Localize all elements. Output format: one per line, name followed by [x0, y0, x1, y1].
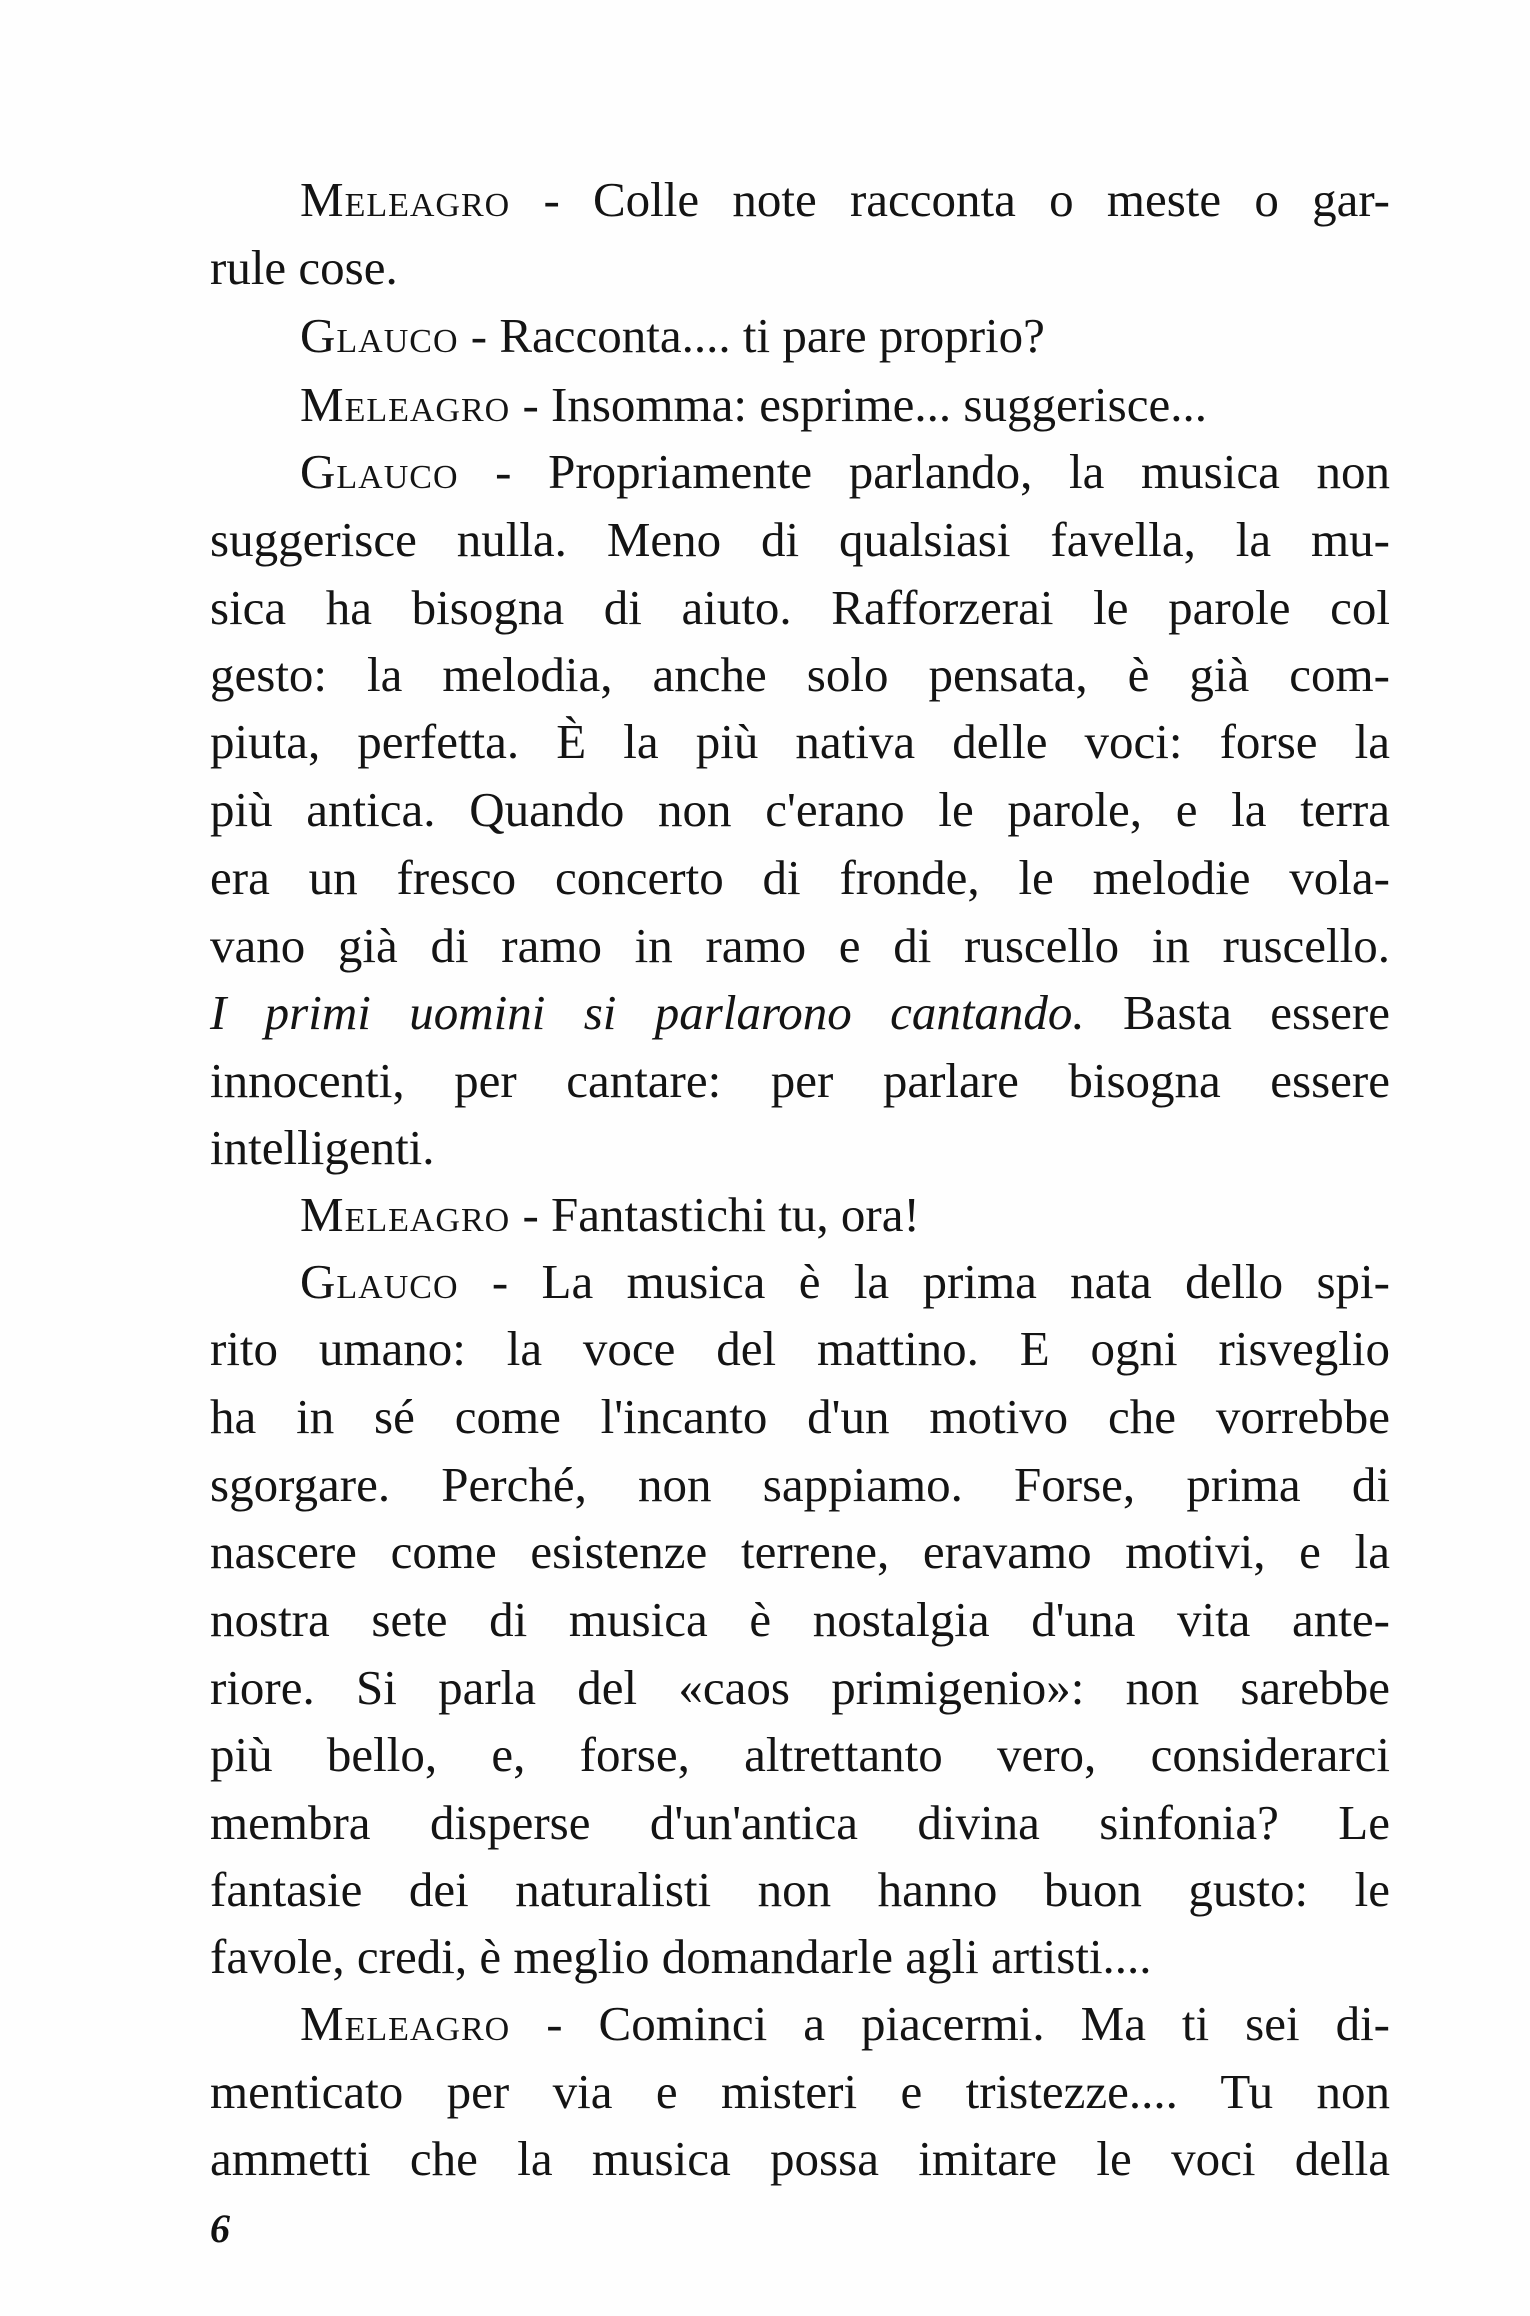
- line-text: era un fresco concerto di fronde, le melodie vola-: [210, 850, 1390, 905]
- text-line: [300, 301, 1390, 371]
- line-text: - Fantastichi tu, ora!: [510, 1187, 920, 1242]
- line-text: gesto: la melodia, anche solo pensata, è già com-: [210, 647, 1390, 702]
- line-text: nascere come esistenze terrene, eravamo motivi, e la: [210, 1524, 1390, 1579]
- speaker-name: Glauco: [300, 308, 459, 363]
- text-line: [300, 437, 1390, 507]
- text-line: [300, 1989, 1390, 2059]
- text-line: [300, 1247, 1390, 1317]
- text-line: [210, 911, 1390, 981]
- text-line: [210, 640, 1390, 710]
- line-text: - La musica è la prima nata dello spi-: [458, 1254, 1390, 1309]
- text-line: [210, 2057, 1390, 2127]
- text-line: [210, 978, 1390, 1048]
- line-text: più bello, e, forse, altrettanto vero, considerarci: [210, 1727, 1390, 1782]
- text-line: [210, 1922, 1390, 1992]
- line-text: vano già di ramo in ramo e di ruscello in ruscello.: [210, 918, 1390, 973]
- page-number: 6: [210, 2206, 230, 2251]
- line-text: suggerisce nulla. Meno di qualsiasi favella, la mu-: [210, 512, 1390, 567]
- text-line: [210, 1382, 1390, 1452]
- text-line: [210, 1788, 1390, 1858]
- line-text: rule cose.: [210, 240, 398, 295]
- line-text: Basta essere: [1084, 985, 1390, 1040]
- text-line: [300, 165, 1390, 235]
- text-line: [300, 370, 1390, 440]
- line-text: - Colle note racconta o meste o gar-: [510, 172, 1390, 227]
- line-text: - Insomma: esprime... suggerisce...: [510, 377, 1207, 432]
- line-text: fantasie dei naturalisti non hanno buon gusto: le: [210, 1862, 1390, 1917]
- line-text: sgorgare. Perché, non sappiamo. Forse, prima di: [210, 1457, 1390, 1512]
- line-text: ha in sé come l'incanto d'un motivo che vorrebbe: [210, 1389, 1390, 1444]
- text-line: [210, 1653, 1390, 1723]
- line-text: favole, credi, è meglio domandarle agli artisti....: [210, 1929, 1152, 1984]
- text-line: [210, 843, 1390, 913]
- line-text: membra disperse d'un'antica divina sinfonia? Le: [210, 1795, 1390, 1850]
- speaker-name: Meleagro: [300, 377, 511, 432]
- text-line: [210, 505, 1390, 575]
- text-line: [210, 2124, 1390, 2194]
- line-text: - Propriamente parlando, la musica non: [458, 444, 1390, 499]
- text-line: [210, 1314, 1390, 1384]
- speaker-name: Meleagro: [300, 1187, 511, 1242]
- speaker-name: Glauco: [300, 1254, 459, 1309]
- line-text: nostra sete di musica è nostalgia d'una vita ante-: [210, 1592, 1390, 1647]
- line-text: più antica. Quando non c'erano le parole, e la terra: [210, 782, 1390, 837]
- text-line: [210, 1046, 1390, 1116]
- text-line: [210, 1585, 1390, 1655]
- line-text: piuta, perfetta. È la più nativa delle voci: forse la: [210, 714, 1390, 769]
- line-text: ammetti che la musica possa imitare le voci della: [210, 2131, 1390, 2186]
- text-line: [210, 573, 1390, 643]
- text-line: [210, 1450, 1390, 1520]
- line-text: menticato per via e misteri e tristezze.... Tu non: [210, 2064, 1390, 2119]
- line-text: rito umano: la voce del mattino. E ogni risveglio: [210, 1321, 1390, 1376]
- text-line: [210, 1517, 1390, 1587]
- speaker-name: Meleagro: [300, 172, 511, 227]
- text-line: [210, 707, 1390, 777]
- text-line: [300, 1180, 1390, 1250]
- text-line: [210, 1855, 1390, 1925]
- speaker-name: Meleagro: [300, 1996, 511, 2051]
- line-text: sica ha bisogna di aiuto. Rafforzerai le parole col: [210, 580, 1390, 635]
- text-line: [210, 233, 1390, 303]
- speaker-name: Glauco: [300, 444, 459, 499]
- line-text: intelligenti.: [210, 1120, 435, 1175]
- line-text: innocenti, per cantare: per parlare bisogna essere: [210, 1053, 1390, 1108]
- line-text: - Racconta.... ti pare proprio?: [458, 308, 1045, 363]
- italic-text: I primi uomini si parlarono cantando.: [210, 985, 1085, 1040]
- text-line: [210, 775, 1390, 845]
- line-text: riore. Si parla del «caos primigenio»: non sarebbe: [210, 1660, 1390, 1715]
- text-line: [210, 1113, 1390, 1183]
- line-text: - Cominci a piacermi. Ma ti sei di-: [510, 1996, 1390, 2051]
- text-line: [210, 1720, 1390, 1790]
